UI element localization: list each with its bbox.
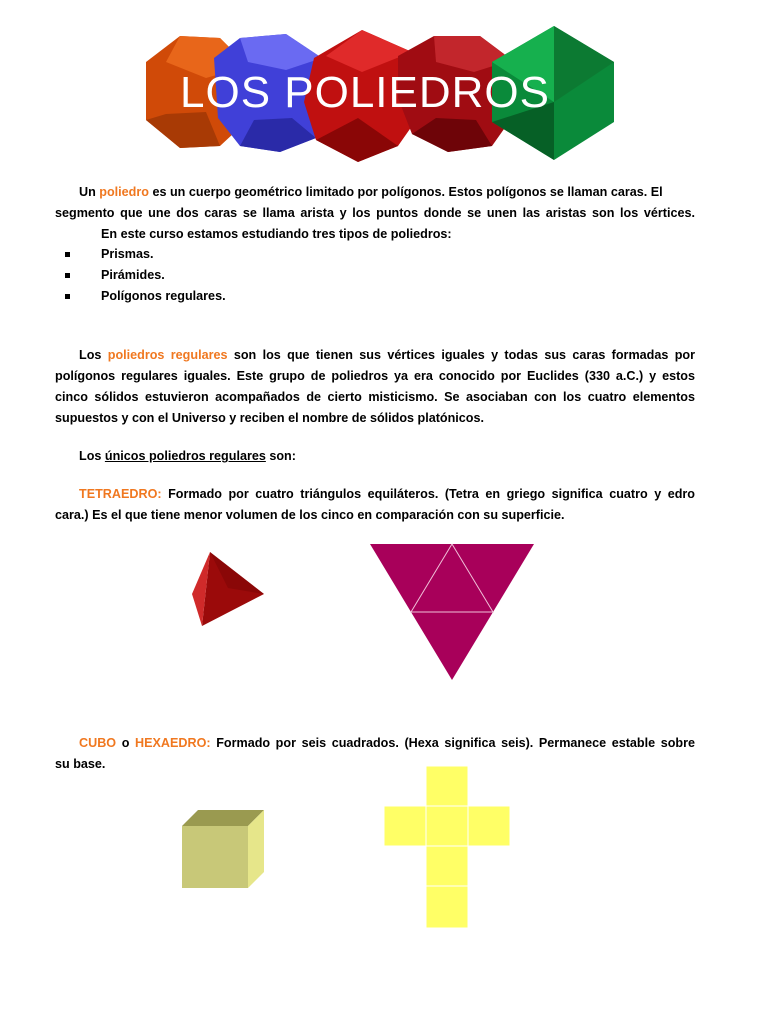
unicos-text bbox=[55, 446, 695, 467]
list-item bbox=[55, 244, 226, 265]
tetraedro-line-2: cara.) Es el que tiene menor volumen de los cinco en comparación con su superficie. bbox=[55, 508, 565, 522]
term-hexaedro: HEXAEDRO: bbox=[135, 736, 211, 750]
tetraedro-line-1 bbox=[55, 484, 695, 505]
term-tetraedro: TETRAEDRO: bbox=[79, 487, 162, 501]
list-item bbox=[55, 265, 226, 286]
square-bullet-icon bbox=[65, 294, 70, 299]
title-banner bbox=[136, 22, 616, 162]
tetrahedron-solid-figure bbox=[188, 548, 268, 630]
tetraedro-line1-text: Formado por cuatro triángulos equiláteros. (Tetra en griego significa cuatro y edro bbox=[168, 487, 695, 501]
cubo-paragraph bbox=[55, 733, 695, 775]
cubo-line1-text: Formado por seis cuadrados. (Hexa significa seis). Permanece estable sobre bbox=[216, 736, 696, 750]
cubo-connector: o bbox=[121, 736, 130, 750]
term-poliedros-regulares: poliedros regulares bbox=[107, 348, 228, 362]
list-item-label: Pirámides. bbox=[101, 268, 165, 282]
unicos-underlined: únicos poliedros regulares bbox=[104, 449, 266, 463]
intro-line-1 bbox=[55, 182, 695, 203]
list-item-label: Polígonos regulares. bbox=[101, 289, 226, 303]
unicos-tail: son: bbox=[269, 449, 296, 463]
cube-net-figure bbox=[382, 764, 514, 930]
unicos-line bbox=[55, 446, 695, 467]
unicos-lead: Los bbox=[79, 449, 102, 463]
list-item-label: Prismas. bbox=[101, 247, 154, 261]
term-poliedro: poliedro bbox=[99, 185, 149, 199]
regulares-paragraph bbox=[55, 345, 695, 429]
cubo-line-2: su base. bbox=[55, 757, 106, 771]
intro-line-2: segmento que une dos caras se llama arista y los puntos donde se unen las aristas son los vértices. bbox=[55, 206, 695, 220]
square-bullet-icon bbox=[65, 252, 70, 257]
polyhedra-types-list bbox=[55, 244, 226, 307]
regulares-line1-text: son los que tienen sus vértices iguales y todas sus caras formadas por bbox=[233, 348, 696, 362]
page-title: LOS POLIEDROS bbox=[180, 68, 551, 117]
intro-paragraph bbox=[55, 182, 695, 245]
intro-line1-text: es un cuerpo geométrico limitado por polígonos. Estos polígonos se llaman caras. El bbox=[152, 185, 663, 199]
regulares-line-3: cinco sólidos estuvieron acompañados de cierto misticismo. Se asociaban con los cuatro elementos bbox=[55, 390, 695, 404]
intro-lead: Un bbox=[79, 185, 96, 199]
tetrahedron-net-figure bbox=[368, 542, 536, 682]
regulares-line-2: polígonos regulares iguales. Este grupo de poliedros ya era conocido por Euclides (330 a.C.) y estos bbox=[55, 369, 695, 383]
cube-solid-figure bbox=[180, 808, 268, 892]
cubo-line-1 bbox=[55, 733, 695, 754]
regulares-line-4: supuestos y con el Universo y reciben el nombre de sólidos platónicos. bbox=[55, 411, 484, 425]
list-item bbox=[55, 286, 226, 307]
term-cubo: CUBO bbox=[79, 736, 117, 750]
tetraedro-paragraph bbox=[55, 484, 695, 526]
intro-line-3: En este curso estamos estudiando tres tipos de poliedros: bbox=[101, 227, 452, 241]
square-bullet-icon bbox=[65, 273, 70, 278]
regulares-line-1 bbox=[55, 345, 695, 366]
regulares-lead: Los bbox=[79, 348, 102, 362]
